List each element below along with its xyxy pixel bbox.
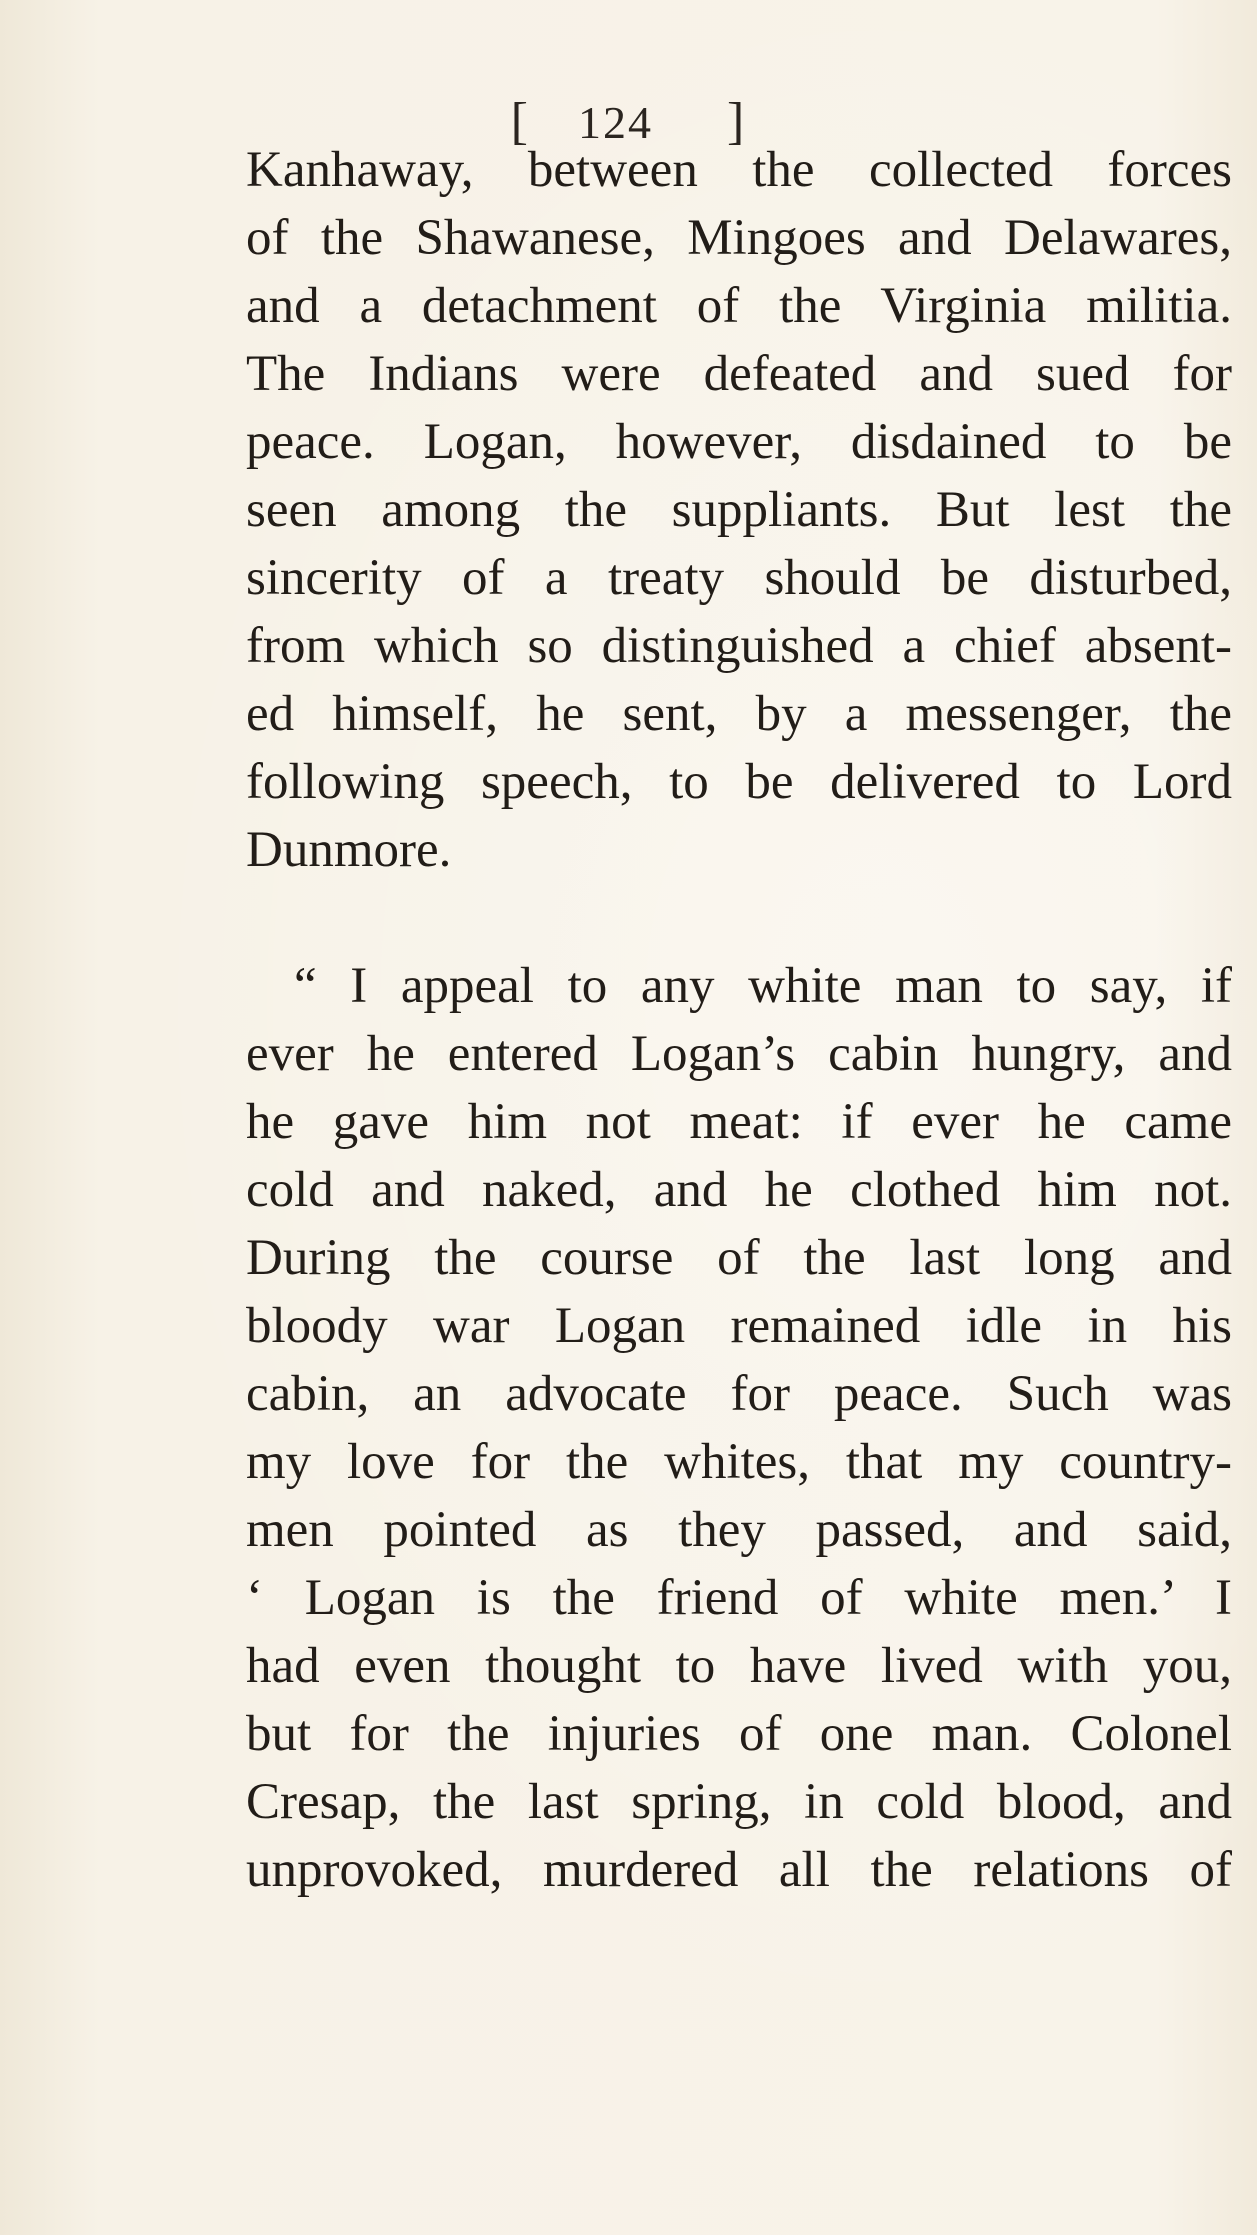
text-line: Kanhaway, between the collected forces xyxy=(246,142,1232,198)
text-line: ‘ Logan is the friend of white men.’ I xyxy=(246,1570,1232,1626)
text-line: men pointed as they passed, and said, xyxy=(246,1502,1232,1558)
text-line: and a detachment of the Virginia militia. xyxy=(246,278,1232,334)
text-line: of the Shawanese, Mingoes and Delawares, xyxy=(246,210,1232,266)
open-bracket: [ xyxy=(510,93,530,150)
text-line: sincerity of a treaty should be disturbed, xyxy=(246,550,1232,606)
text-line: The Indians were defeated and sued for xyxy=(246,346,1232,402)
text-line: bloody war Logan remained idle in his xyxy=(246,1298,1232,1354)
text-line: Cresap, the last spring, in cold blood, and xyxy=(246,1774,1232,1830)
close-bracket: ] xyxy=(727,93,747,150)
text-line: ever he entered Logan’s cabin hungry, and xyxy=(246,1026,1232,1082)
text-line: from which so distinguished a chief absent- xyxy=(246,618,1232,674)
text-line: “ I appeal to any white man to say, if xyxy=(294,958,1232,1014)
text-line: During the course of the last long and xyxy=(246,1230,1232,1286)
text-line: my love for the whites, that my country- xyxy=(246,1434,1232,1490)
text-line: had even thought to have lived with you, xyxy=(246,1638,1232,1694)
text-line: following speech, to be delivered to Lord xyxy=(246,754,1232,810)
text-line: he gave him not meat: if ever he came xyxy=(246,1094,1232,1150)
text-line: cold and naked, and he clothed him not. xyxy=(246,1162,1232,1218)
text-line: Dunmore. xyxy=(246,822,452,878)
text-line: seen among the suppliants. But lest the xyxy=(246,482,1232,538)
page-number: 124 xyxy=(578,97,653,148)
text-line: unprovoked, murdered all the relations of xyxy=(246,1842,1232,1898)
text-line: ed himself, he sent, by a messenger, the xyxy=(246,686,1232,742)
text-line: cabin, an advocate for peace. Such was xyxy=(246,1366,1232,1422)
text-line: but for the injuries of one man. Colonel xyxy=(246,1706,1232,1762)
text-line: peace. Logan, however, disdained to be xyxy=(246,414,1232,470)
